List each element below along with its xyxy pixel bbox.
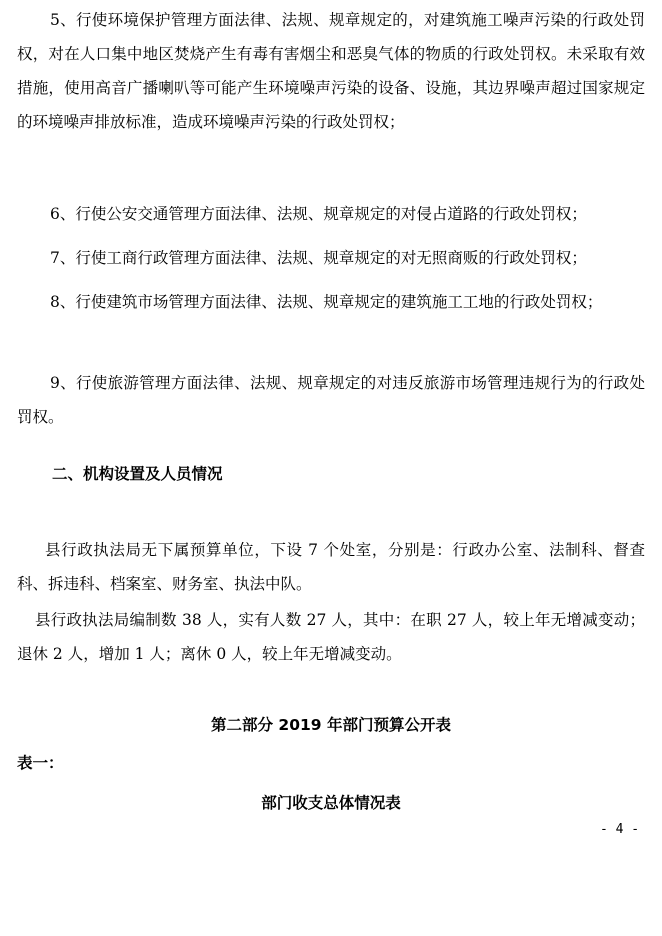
item-6-paragraph: 6、行使公安交通管理方面法律、法规、规章规定的对侵占道路的行政处罚权；	[50, 205, 587, 223]
item-9-paragraph: 9、行使旅游管理方面法律、法规、规章规定的对违反旅游市场管理违规行为的行政处罚权。	[17, 374, 645, 426]
staffing-paragraph: 县行政执法局编制数 38 人，实有人数 27 人，其中：在职 27 人，较上年无增减变动； 退休 2 人，增加 1 人；离休 0 人，较上年无增减变动。	[17, 611, 645, 663]
page-number: - 4 -	[600, 822, 640, 837]
item-8-paragraph: 8、行使建筑市场管理方面法律、法规、规章规定的建筑施工工地的行政处罚权；	[50, 293, 603, 311]
item-7-paragraph: 7、行使工商行政管理方面法律、法规、规章规定的对无照商贩的行政处罚权；	[50, 249, 587, 267]
structure-paragraph: 县行政执法局无下属预算单位，下设 7 个处室，分别是：行政办公室、法制科、督查科、拆违科、档案室、财务室、执法中队。	[17, 541, 645, 593]
table-label: 表一：	[17, 754, 64, 772]
item-5-paragraph: 5、行使环境保护管理方面法律、法规、规章规定的，对建筑施工噪声污染的行政处罚权，对在人口集中地区焚烧产生有毒有害烟尘和恶臭气体的物质的行政处罚权。未采取有效措施，使用高音广播喇叭等可能产生环境噪声污染的设备、设施，其边界噪声超过国家规定的环境噪声排放标准，造成环境噪声污染的行政处罚权；	[17, 11, 645, 131]
part-2-title: 第二部分 2019 年部门预算公开表	[211, 716, 451, 734]
table-title: 部门收支总体情况表	[261, 794, 401, 812]
section-2-heading: 二、机构设置及人员情况	[52, 465, 223, 483]
